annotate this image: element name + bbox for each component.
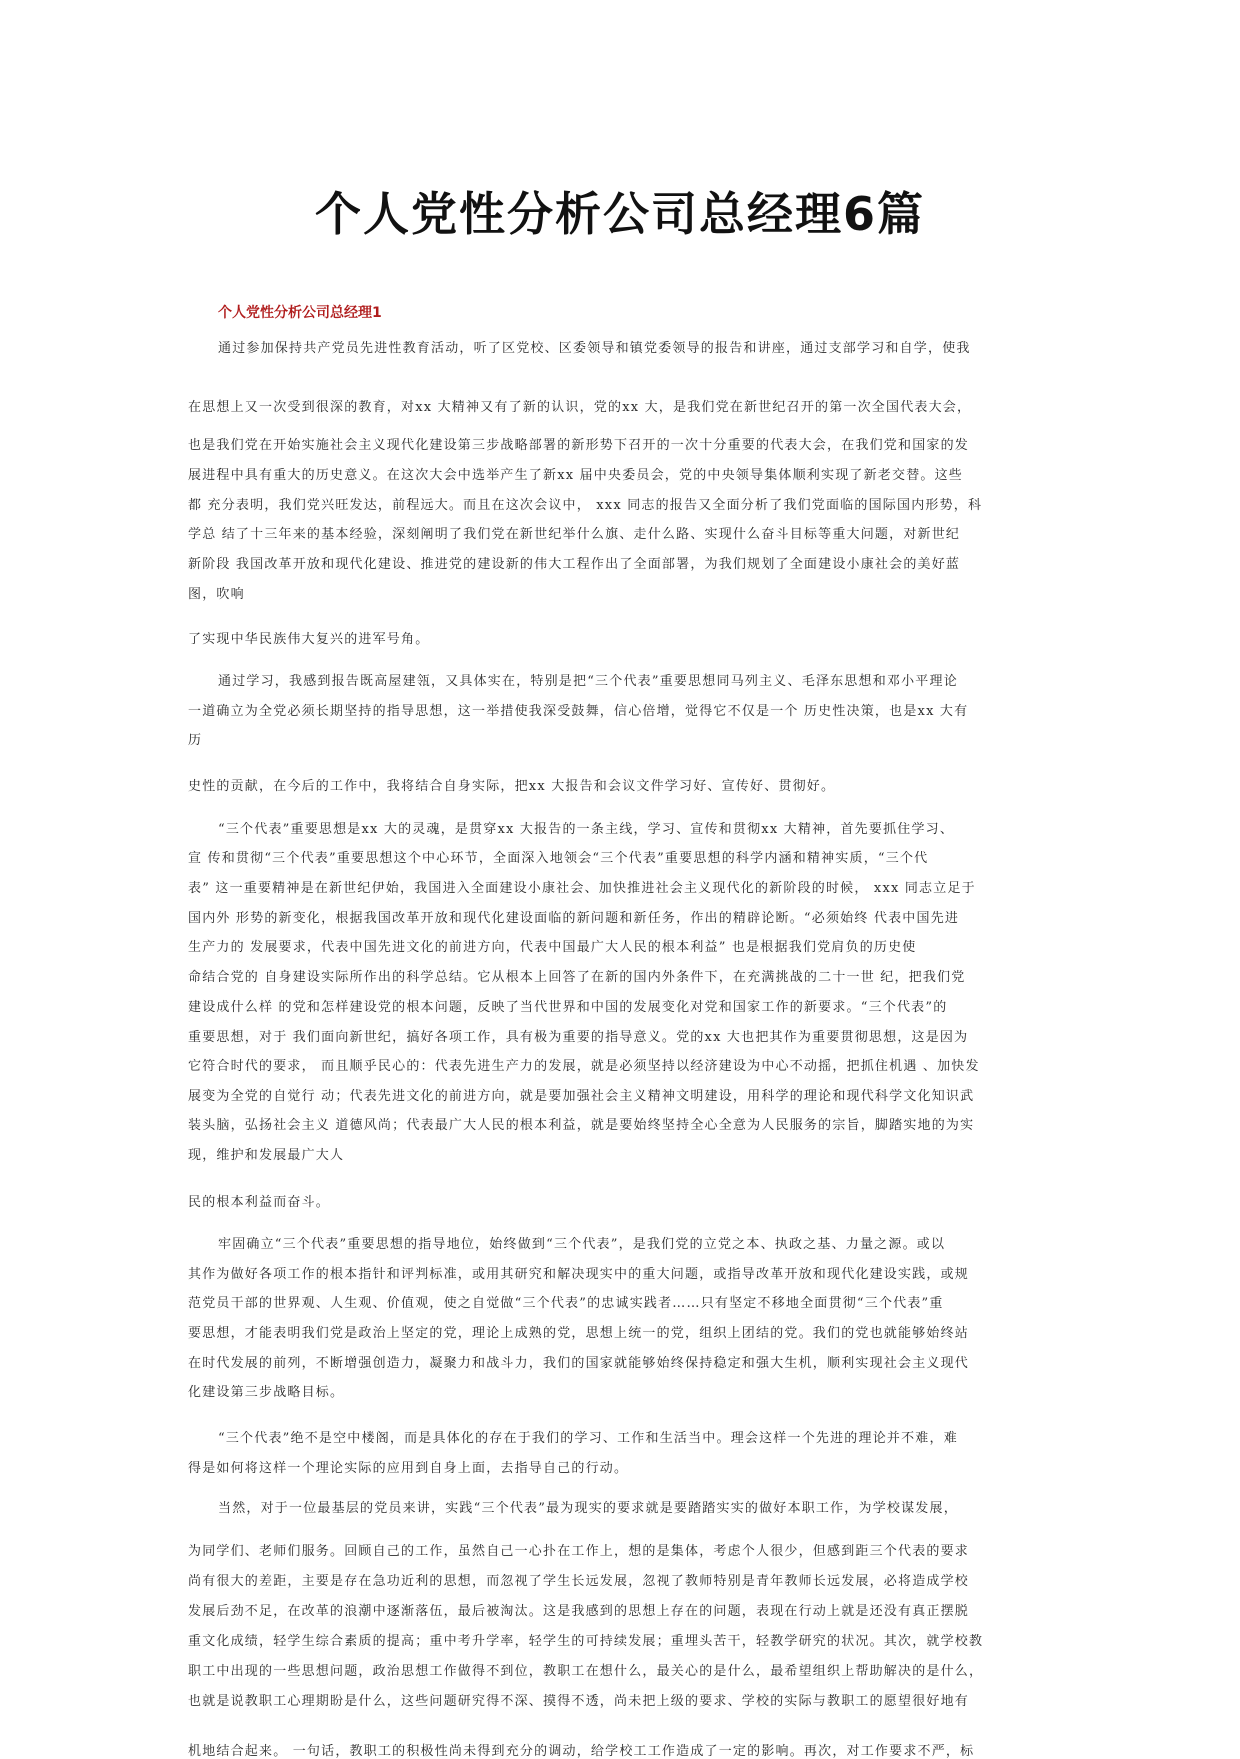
paragraph-line: 范党员干部的世界观、人生观、价值观，使之自觉做“三个代表”的忠诚实践者……只有坚定不移地全面贯彻“三个代表”重 bbox=[188, 1296, 944, 1311]
paragraph-line: 牢固确立“三个代表”重要思想的指导地位，始终做到“三个代表”，是我们党的立党之本、执政之基、力量之源。或以 bbox=[218, 1237, 946, 1252]
paragraph-line: 在思想上又一次受到很深的教育，对xx 大精神又有了新的认识，党的xx 大，是我们党在新世纪召开的第一次全国代表大会， bbox=[188, 400, 972, 415]
paragraph-line: “三个代表”重要思想是xx 大的灵魂，是贯穿xx 大报告的一条主线，学习、宣传和贯彻xx 大精神，首先要抓住学习、 bbox=[218, 822, 955, 837]
paragraph-line: 也就是说教职工心理期盼是什么，这些问题研究得不深、摸得不透，尚未把上级的要求、学校的实际与教职工的愿望很好地有 bbox=[188, 1694, 970, 1709]
paragraph-line: 通过学习，我感到报告既高屋建瓴，又具体实在，特别是把“三个代表”重要思想同马列主义、毛泽东思想和邓小平理论 bbox=[218, 674, 958, 689]
paragraph-line: 发展后劲不足，在改革的浪潮中逐渐落伍，最后被淘汰。这是我感到的思想上存在的问题，表现在行动上就是还没有真正摆脱 bbox=[188, 1604, 970, 1619]
paragraph-line: 其作为做好各项工作的根本指针和评判标准，或用其研究和解决现实中的重大问题，或指导改革开放和现代化建设实践，或规 bbox=[188, 1267, 970, 1282]
paragraph-line: 生产力的 发展要求，代表中国先进文化的前进方向，代表中国最广大人民的根本利益” 也是根据我们党肩负的历史使 bbox=[188, 940, 917, 955]
paragraph-line: 要思想，才能表明我们党是政治上坚定的党，理论上成熟的党，思想上统一的党，组织上团结的党。我们的党也就能够始终站 bbox=[188, 1326, 970, 1341]
paragraph-line: 表” 这一重要精神是在新世纪伊始，我国进入全面建设小康社会、加快推进社会主义现代化的新阶段的时候， xxx 同志立足于 bbox=[188, 881, 976, 896]
paragraph-line: 装头脑，弘扬社会主义 道德风尚；代表最广大人民的根本利益，就是要始终坚持全心全意为人民服务的宗旨，脚踏实地的为实 bbox=[188, 1118, 975, 1133]
paragraph-line: 展变为全党的自觉行 动；代表先进文化的前进方向，就是要加强社会主义精神文明建设，用科学的理论和现代科学文化知识武 bbox=[188, 1089, 975, 1104]
paragraph-line: 命结合党的 自身建设实际所作出的科学总结。它从根本上回答了在新的国内外条件下，在充满挑战的二十一世 纪，把我们党 bbox=[188, 970, 966, 985]
paragraph-line: 新阶段 我国改革开放和现代化建设、推进党的建设新的伟大工程作出了全面部署，为我们规划了全面建设小康社会的美好蓝 bbox=[188, 557, 961, 572]
paragraph-line: 它符合时代的要求， 而且顺乎民心的：代表先进生产力的发展，就是必须坚持以经济建设为中心不动摇，把抓住机遇 、加快发 bbox=[188, 1059, 980, 1074]
paragraph-line: 展进程中具有重大的历史意义。在这次大会中选举产生了新xx 届中央委员会，党的中央领导集体顺利实现了新老交替。这些 bbox=[188, 468, 963, 483]
paragraph-line: 国内外 形势的新变化，根据我国改革开放和现代化建设面临的新问题和新任务，作出的精辟论断。“必须始终 代表中国先进 bbox=[188, 911, 960, 926]
paragraph-line: “三个代表”绝不是空中楼阁，而是具体化的存在于我们的学习、工作和生活当中。理会这样一个先进的理论并不难，难 bbox=[218, 1431, 958, 1446]
paragraph-line: 图，吹响 bbox=[188, 587, 245, 602]
paragraph-line: 也是我们党在开始实施社会主义现代化建设第三步战略部署的新形势下召开的一次十分重要的代表大会，在我们党和国家的发 bbox=[188, 438, 970, 453]
paragraph-line: 机地结合起来。 一句话，教职工的积极性尚未得到充分的调动，给学校工工作造成了一定的影响。再次，对工作要求不严，标 bbox=[188, 1744, 975, 1759]
paragraph-line: 了实现中华民族伟大复兴的进军号角。 bbox=[188, 632, 430, 647]
document-title: 个人党性分析公司总经理6篇 bbox=[314, 187, 925, 241]
paragraph-line: 学总 结了十三年来的基本经验，深刻阐明了我们党在新世纪举什么旗、走什么路、实现什么奋斗目标等重大问题，对新世纪 bbox=[188, 527, 961, 542]
paragraph-line: 职工中出现的一些思想问题，政治思想工作做得不到位，教职工在想什么，最关心的是什么，最希望组织上帮助解决的是什么， bbox=[188, 1664, 984, 1679]
paragraph-line: 重文化成绩，轻学生综合素质的提高；重中考升学率，轻学生的可持续发展；重埋头苦干，轻教学研究的状况。其次，就学校教 bbox=[188, 1634, 984, 1649]
section-heading: 个人党性分析公司总经理1 bbox=[218, 305, 382, 321]
paragraph-line: 宣 传和贯彻“三个代表”重要思想这个中心环节，全面深入地领会“三个代表”重要思想的科学内涵和精神实质，“三个代 bbox=[188, 851, 929, 866]
paragraph-line: 在时代发展的前列，不断增强创造力，凝聚力和战斗力，我们的国家就能够始终保持稳定和强大生机，顺利实现社会主义现代 bbox=[188, 1356, 970, 1371]
paragraph-line: 史性的贡献，在今后的工作中，我将结合自身实际，把xx 大报告和会议文件学习好、宣传好、贯彻好。 bbox=[188, 779, 836, 794]
paragraph-line: 为同学们、老师们服务。回顾自己的工作，虽然自己一心扑在工作上，想的是集体，考虑个人很少，但感到距三个代表的要求 bbox=[188, 1544, 970, 1559]
paragraph-line: 当然，对于一位最基层的党员来讲，实践“三个代表”最为现实的要求就是要踏踏实实的做好本职工作，为学校谋发展， bbox=[218, 1501, 958, 1516]
paragraph-line: 历 bbox=[188, 733, 203, 748]
paragraph-line: 化建设第三步战略目标。 bbox=[188, 1385, 345, 1400]
paragraph-line: 重要思想，对于 我们面向新世纪，搞好各项工作，具有极为重要的指导意义。党的xx 大也把其作为重要贯彻思想，这是因为 bbox=[188, 1030, 969, 1045]
paragraph-line: 建设成什么样 的党和怎样建设党的根本问题，反映了当代世界和中国的发展变化对党和国家工作的新要求。“三个代表”的 bbox=[188, 1000, 948, 1015]
paragraph-line: 都 充分表明，我们党兴旺发达，前程远大。而且在这次会议中， xxx 同志的报告又全面分析了我们党面临的国际国内形势，科 bbox=[188, 498, 983, 513]
paragraph-line: 通过参加保持共产党员先进性教育活动，听了区党校、区委领导和镇党委领导的报告和讲座，通过支部学习和自学，使我 bbox=[218, 341, 971, 356]
paragraph-line: 民的根本利益而奋斗。 bbox=[188, 1195, 331, 1210]
paragraph-line: 一道确立为全党必须长期坚持的指导思想，这一举措使我深受鼓舞，信心倍增，觉得它不仅是一个 历史性决策，也是xx 大有 bbox=[188, 704, 969, 719]
paragraph-line: 得是如何将这样一个理论实际的应用到自身上面，去指导自己的行动。 bbox=[188, 1461, 629, 1476]
paragraph-line: 现，维护和发展最广大人 bbox=[188, 1148, 345, 1163]
paragraph-line: 尚有很大的差距，主要是存在急功近利的思想，而忽视了学生长远发展，忽视了教师特别是青年教师长远发展，必将造成学校 bbox=[188, 1574, 970, 1589]
